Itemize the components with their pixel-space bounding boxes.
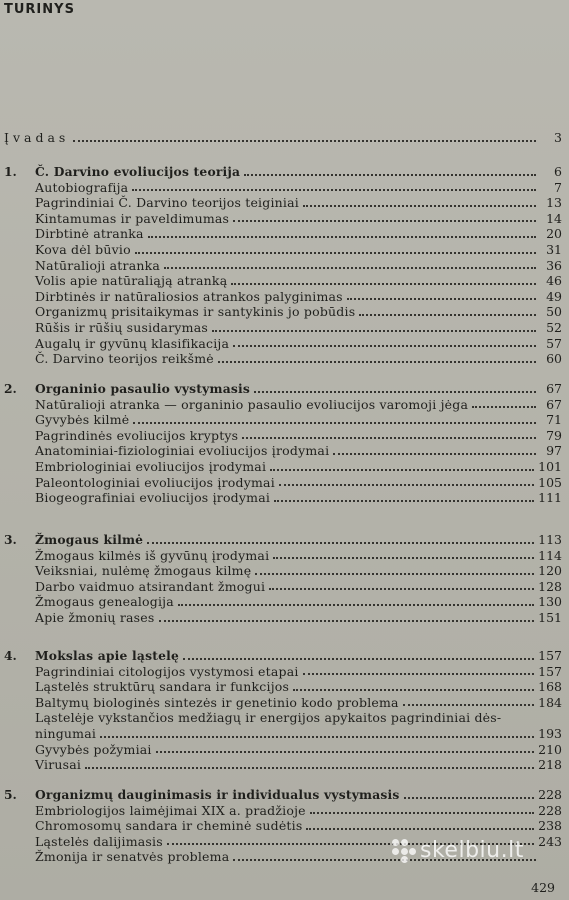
entry-page: 157 [538, 663, 562, 679]
section-number: 3. [4, 532, 17, 547]
toc-entry [0, 211, 562, 227]
entry-title: Žmogaus kilmės iš gyvūnų įrodymai [35, 547, 270, 563]
leader-dots [310, 810, 534, 814]
section-page: 157 [538, 648, 562, 663]
watermark [392, 838, 524, 863]
leader-dots [303, 671, 535, 675]
entry-page: 13 [546, 195, 562, 211]
leader-dots [233, 218, 536, 222]
entry-title: Natūralioji atranka [35, 257, 161, 273]
toc-section [0, 532, 562, 626]
toc-entry [0, 757, 562, 773]
entry-title: Pagrindinės evoliucijos kryptys [35, 427, 239, 443]
entry-page: 228 [538, 802, 562, 818]
entry-page: 79 [546, 427, 562, 443]
toc-entry [0, 351, 562, 367]
toc-entry [0, 679, 562, 695]
section-title: Organizmų dauginimasis ir individualus vystymasis [35, 787, 400, 802]
section-page: 6 [554, 164, 562, 179]
leader-dots [100, 734, 534, 738]
section-number: 4. [4, 648, 17, 663]
entry-page: 114 [538, 547, 562, 563]
entry-title: Augalų ir gyvūnų klasifikacija [35, 335, 230, 351]
entry-page: 14 [546, 210, 562, 226]
section-title: Žmogaus kilmė [35, 532, 144, 547]
section-heading [0, 532, 562, 548]
section-title: Mokslas apie ląstelę [35, 648, 180, 663]
leader-dots [255, 571, 534, 575]
section-title: Č. Darvino evoliucijos teorija [35, 164, 241, 179]
intro-page: 3 [554, 130, 562, 145]
entry-page: 36 [546, 257, 562, 273]
entry-title: Anatominiai-fiziologiniai evoliucijos įrodymai [35, 443, 330, 459]
toc-entry [0, 726, 562, 742]
toc-entry [0, 664, 562, 680]
toc-entry [0, 548, 562, 564]
entry-page: 238 [538, 818, 562, 834]
toc-entry [0, 475, 562, 491]
entry-title: Paleontologiniai evoliucijos įrodymai [35, 474, 275, 490]
entry-page: 71 [546, 412, 562, 428]
toc-entry [0, 289, 562, 305]
entry-title: Embriologijos laimėjimai XIX a. pradžioje [35, 802, 306, 818]
leader-dots [244, 172, 536, 176]
toc-entry [0, 195, 562, 211]
page-number: 429 [531, 880, 555, 895]
leader-dots [164, 265, 536, 269]
toc-entry [0, 397, 562, 413]
toc-entry [0, 412, 562, 428]
toc-entry [0, 273, 562, 289]
entry-title: Kintamumas ir paveldimumas [35, 210, 230, 226]
entry-page: 49 [546, 288, 562, 304]
toc-entry [0, 428, 562, 444]
entry-title: Pagrindiniai Č. Darvino teorijos teiginiai [35, 195, 299, 211]
toc-entry [0, 563, 562, 579]
toc-entry [0, 336, 562, 352]
entry-page: 20 [546, 226, 562, 242]
entry-title: Gyvybės kilmė [35, 412, 130, 428]
toc-entry [0, 258, 562, 274]
leader-dots [135, 250, 536, 254]
section-heading [0, 648, 562, 664]
entry-page: 105 [538, 474, 562, 490]
toc-entry [0, 242, 562, 258]
leader-dots [333, 451, 536, 455]
leader-dots [472, 404, 536, 408]
toc-entry [0, 610, 562, 626]
leader-dots [306, 826, 534, 830]
entry-page: 50 [546, 304, 562, 320]
toc-section [0, 381, 562, 506]
entry-title: Dirbtinės ir natūraliosios atrankos palyginimas [35, 288, 343, 304]
entry-page: 31 [546, 241, 562, 257]
leader-dots [132, 187, 536, 191]
toc-entry [0, 490, 562, 506]
entry-title: ningumai [35, 725, 97, 741]
leader-dots [148, 234, 536, 238]
toc-entry [0, 742, 562, 758]
leader-dots [303, 203, 536, 207]
leader-dots [218, 359, 536, 363]
leader-dots [147, 540, 534, 544]
watermark-text: skelbiu.lt [420, 838, 524, 863]
section-number: 2. [4, 381, 17, 396]
leader-dots [133, 420, 536, 424]
entry-title: Apie žmonių rases [35, 609, 155, 625]
leader-dots [347, 296, 536, 300]
toc-intro [0, 130, 562, 146]
section-heading [0, 381, 562, 397]
entry-title: Ląstelėje vykstančios medžiagų ir energijos apykaitos pagrindiniai dės- [35, 710, 502, 726]
section-page: 67 [546, 381, 562, 396]
entry-page: 67 [546, 396, 562, 412]
toc-entry [0, 594, 562, 610]
entry-page: 97 [546, 443, 562, 459]
entry-page: 120 [538, 563, 562, 579]
leader-dots [183, 656, 534, 660]
entry-page: 210 [538, 741, 562, 757]
entry-title: Žmonija ir senatvės problema [35, 849, 230, 865]
entry-title: Veiksniai, nulėmę žmogaus kilmę [35, 563, 252, 579]
entry-page: 193 [538, 725, 562, 741]
entry-page: 57 [546, 335, 562, 351]
entry-page: 130 [538, 594, 562, 610]
entry-title: Kova dėl būvio [35, 241, 131, 257]
toc-section [0, 164, 562, 367]
leader-dots [254, 389, 536, 393]
leader-dots [233, 343, 536, 347]
entry-page: 151 [538, 609, 562, 625]
entry-title: Baltymų biologinės sintezės ir genetinio kodo problema [35, 694, 399, 710]
toc-entry [0, 818, 562, 834]
toc-entry [0, 803, 562, 819]
entry-title: Ląstelės dalijimasis [35, 833, 163, 849]
section-number: 1. [4, 164, 17, 179]
entry-page: 128 [538, 578, 562, 594]
entry-title: Rūšis ir rūšių susidarymas [35, 319, 208, 335]
entry-title: Biogeografiniai evoliucijos įrodymai [35, 490, 271, 506]
entry-page: 101 [538, 458, 562, 474]
watermark-logo-icon [392, 839, 416, 863]
entry-title: Embriologiniai evoliucijos įrodymai [35, 458, 267, 474]
entry-page: 168 [538, 679, 562, 695]
entry-title: Autobiografija [35, 179, 129, 195]
leader-dots [274, 498, 534, 502]
entry-title: Č. Darvino teorijos reikšmė [35, 351, 214, 367]
leader-dots [159, 618, 535, 622]
toc-entry [0, 180, 562, 196]
leader-dots [178, 602, 534, 606]
leader-dots [156, 749, 535, 753]
leader-dots [293, 687, 534, 691]
leader-dots [231, 281, 536, 285]
leader-dots [279, 482, 534, 486]
leader-dots [273, 555, 534, 559]
section-page: 228 [538, 787, 562, 802]
entry-title: Organizmų prisitaikymas ir santykinis jo pobūdis [35, 304, 356, 320]
toc-entry [0, 579, 562, 595]
entry-title: Žmogaus genealogija [35, 594, 174, 610]
leader-dots [359, 312, 536, 316]
leader-dots [403, 702, 534, 706]
entry-title: Chromosomų sandara ir cheminė sudėtis [35, 818, 303, 834]
entry-page: 184 [538, 694, 562, 710]
leader-dots [85, 765, 534, 769]
entry-page: 46 [546, 273, 562, 289]
entry-page: 60 [546, 351, 562, 367]
section-heading [0, 787, 562, 803]
toc-entry [0, 443, 562, 459]
section-number: 5. [4, 787, 17, 802]
section-title: Organinio pasaulio vystymasis [35, 381, 251, 396]
entry-title: Dirbtinė atranka [35, 226, 144, 242]
toc-entry [0, 459, 562, 475]
toc-entry [0, 320, 562, 336]
entry-title: Ląstelės struktūrų sandara ir funkcijos [35, 679, 290, 695]
entry-page: 7 [554, 179, 562, 195]
entry-page: 52 [546, 319, 562, 335]
entry-page: 218 [538, 757, 562, 773]
entry-page: 243 [538, 833, 562, 849]
entry-title: Gyvybės požymiai [35, 741, 152, 757]
page-title: TURINYS [4, 2, 75, 17]
entry-title: Darbo vaidmuo atsirandant žmogui [35, 578, 266, 594]
entry-title: Pagrindiniai citologijos vystymosi etapai [35, 663, 299, 679]
leader-dots [269, 586, 534, 590]
entry-page: 111 [538, 490, 562, 506]
toc-entry [0, 226, 562, 242]
leader-dots [270, 467, 534, 471]
entry-title: Virusai [35, 757, 82, 773]
section-heading [0, 164, 562, 180]
leader-dots [242, 435, 536, 439]
toc-entry [0, 695, 562, 711]
leader-dots [212, 328, 536, 332]
entry-title: Natūralioji atranka — organinio pasaulio evoliucijos varomoji jėga [35, 396, 469, 412]
leader-dots [73, 138, 536, 142]
toc-section [0, 648, 562, 773]
intro-label: Įvadas [4, 130, 70, 145]
section-page: 113 [538, 532, 562, 547]
entry-title: Volis apie natūraliąją atranką [35, 273, 228, 289]
toc-entry [0, 710, 562, 726]
leader-dots [404, 795, 535, 799]
toc-entry [0, 304, 562, 320]
